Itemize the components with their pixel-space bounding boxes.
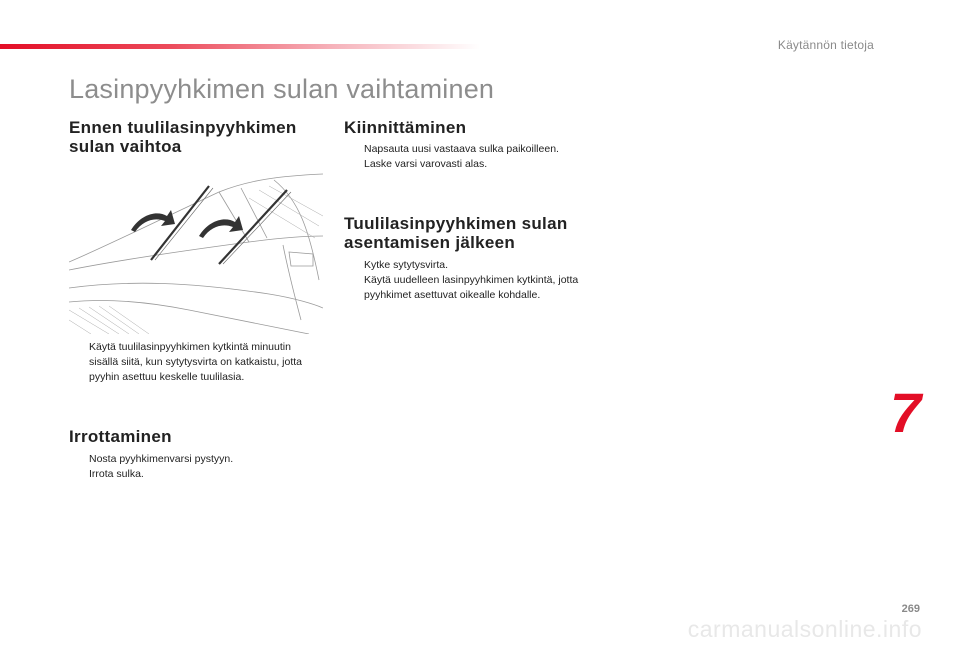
list-item: Kytke sytytysvirta. xyxy=(364,259,449,271)
list-item: Laske varsi varovasti alas. xyxy=(364,158,488,170)
list-item: Nosta pyyhkimenvarsi pystyyn. xyxy=(89,453,234,465)
list-item: Irrota sulka. xyxy=(89,468,144,480)
after-installation-list xyxy=(344,258,604,303)
page-number: 269 xyxy=(901,603,920,615)
heading-after-installation: Tuulilasinpyyhkimen sulan asentamisen jälkeen xyxy=(344,214,568,252)
heading-before-replacement: Ennen tuulilasinpyyhkimen sulan vaihtoa xyxy=(69,118,297,156)
before-replacement-list xyxy=(69,340,319,385)
watermark: carmanualsonline.info xyxy=(687,616,922,642)
windscreen-wiper-illustration xyxy=(69,170,323,334)
page-title: Lasinpyyhkimen sulan vaihtaminen xyxy=(69,74,495,104)
list-item: Napsauta uusi vastaava sulka paikoilleen. xyxy=(364,143,559,155)
attaching-list xyxy=(344,142,604,172)
heading-removal: Irrottaminen xyxy=(69,427,172,446)
chapter-number: 7 xyxy=(890,381,922,444)
list-item: Käytä tuulilasinpyyhkimen kytkintä minuutin sisällä siitä, kun sytytysvirta on katkaistu, jotta pyyhin asettuu keskelle tuulilasia. xyxy=(89,341,302,383)
list-item: Käytä uudelleen lasinpyyhkimen kytkintä, jotta pyyhkimet asettuvat oikealle kohdalle. xyxy=(364,274,579,301)
heading-attaching: Kiinnittäminen xyxy=(344,118,467,137)
section-name: Käytännön tietoja xyxy=(777,38,874,52)
header-accent-bar xyxy=(0,44,480,49)
removal-list xyxy=(69,452,319,482)
